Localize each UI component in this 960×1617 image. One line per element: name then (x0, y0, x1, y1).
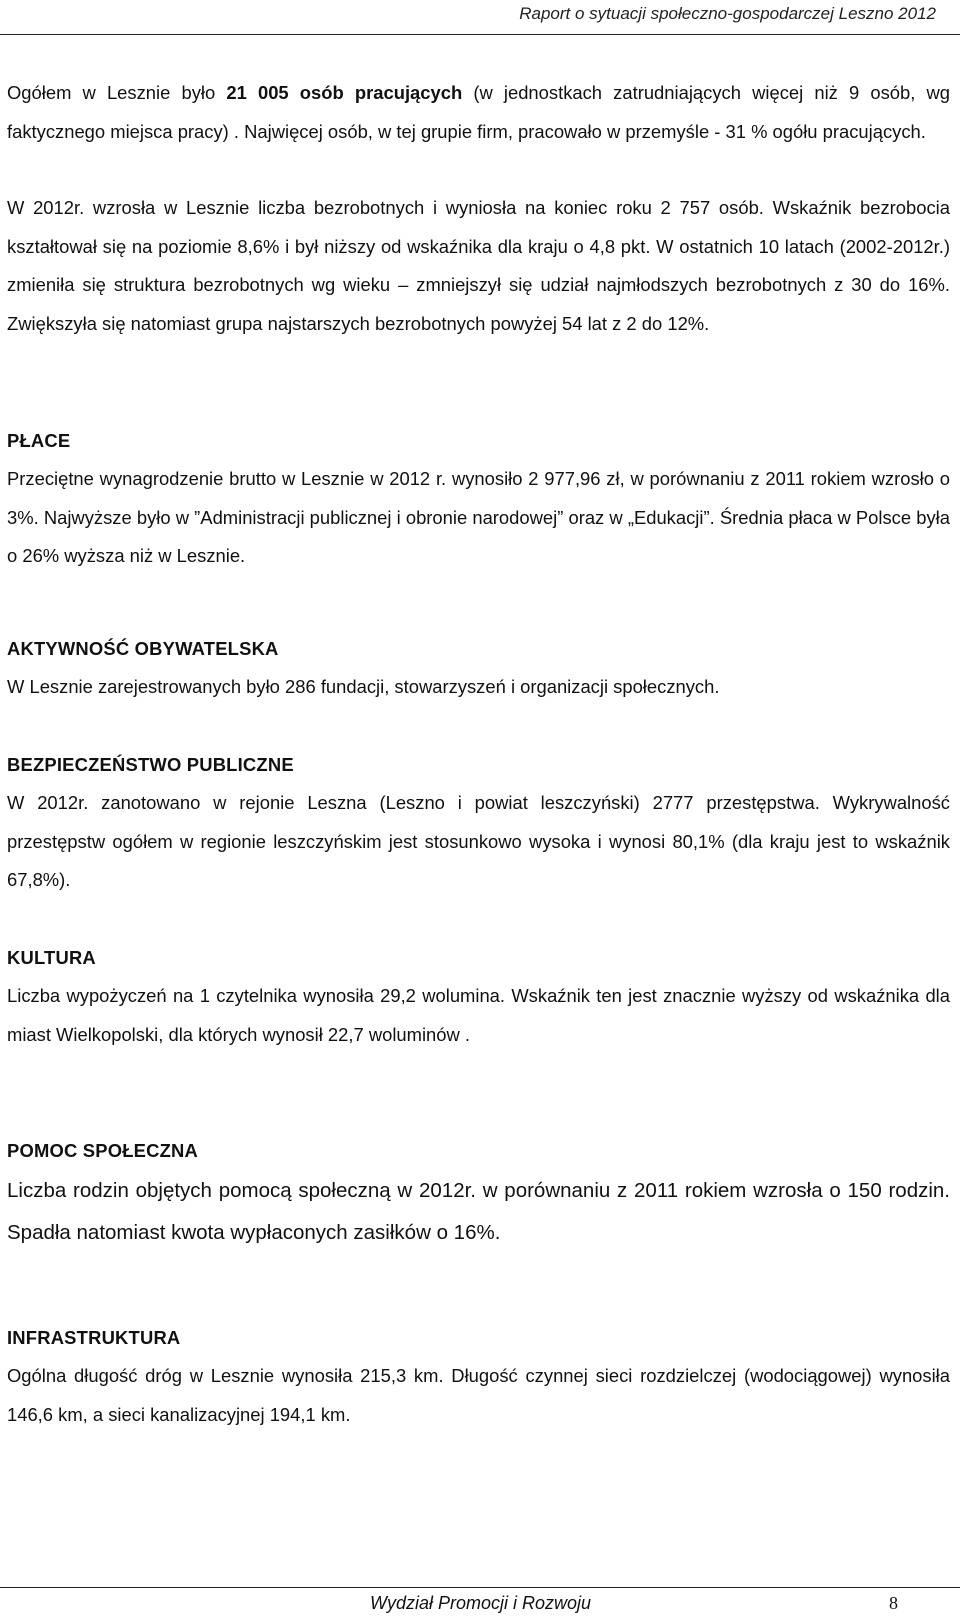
section-bezpieczenstwo (7, 746, 950, 900)
page-header (0, 0, 960, 35)
section-text-kultura: Liczba wypożyczeń na 1 czytelnika wynosiła 29,2 wolumina. Wskaźnik ten jest znacznie wyższy od wskaźnika dla miast Wielkopolski, dla których wynosił 22,7 woluminów . (7, 985, 950, 1045)
section-heading-infrastruktura: INFRASTRUKTURA (7, 1327, 181, 1348)
intro-employment (7, 74, 950, 151)
employment-paragraph (7, 74, 950, 151)
section-pomoc (7, 1132, 950, 1254)
intro-unemployment (7, 189, 950, 343)
section-text-infrastruktura: Ogólna długość dróg w Lesznie wynosiła 215,3 km. Długość czynnej sieci rozdzielczej (wodociągowej) wynosiła 146,6 km, a sieci kanalizacyjnej 194,1 km. (7, 1365, 950, 1425)
section-heading-place: PŁACE (7, 430, 71, 451)
page-footer (0, 1587, 960, 1617)
employment-text-rest: (w jednostkach zatrudniających więcej niż 9 osób, wg faktycznego miejsca pracy) . Najwięcej osób, w tej grupie firm, pracowało w przemyśle - 31 % ogółu pracujących. (7, 82, 950, 142)
section-aktywnosc (7, 630, 950, 707)
employment-text-start: Ogółem w Lesznie było (7, 82, 227, 103)
section-heading-kultura: KULTURA (7, 947, 96, 968)
section-kultura (7, 939, 950, 1054)
employment-count: 21 005 osób pracujących (226, 82, 463, 103)
footer-department: Wydział Promocji i Rozwoju (370, 1593, 592, 1613)
unemployment-paragraph: W 2012r. wzrosła w Lesznie liczba bezrobotnych i wyniosła na koniec roku 2 757 osób. Wskaźnik bezrobocia kształtował się na poziomie 8,6% i był niższy od wskaźnika dla kraju o 4,8 pkt. W ostatnich 10 latach (2002-2012r.) zmieniła się struktura bezrobotnych wg wieku – zmniejszył się udział najmłodszych bezrobotnych z 30 do 16%. Zwiększyła się natomiast grupa najstarszych bezrobotnych powyżej 54 lat z 2 do 12%. (7, 197, 950, 334)
section-text-bezpieczenstwo: W 2012r. zanotowano w rejonie Leszna (Leszno i powiat leszczyński) 2777 przestępstwa. Wykrywalność przestępstw ogółem w regionie leszczyńskim jest stosunkowo wysoka i wynosi 80,1% (dla kraju jest to wskaźnik 67,8%). (7, 792, 950, 890)
page-number: 8 (889, 1593, 898, 1613)
section-heading-pomoc: POMOC SPOŁECZNA (7, 1140, 199, 1161)
section-heading-aktywnosc: AKTYWNOŚĆ OBYWATELSKA (7, 638, 279, 659)
report-title: Raport o sytuacji społeczno-gospodarczej Leszno 2012 (519, 4, 936, 23)
section-text-place: Przeciętne wynagrodzenie brutto w Lesznie w 2012 r. wynosiło 2 977,96 zł, w porównaniu z 2011 rokiem wzrosło o 3%. Najwyższe było w ”Administracji publicznej i obronie narodowej” oraz w „Edukacji”. Średnia płaca w Polsce była o 26% wyższa niż w Lesznie. (7, 468, 950, 566)
section-infrastruktura (7, 1319, 950, 1434)
section-text-aktywnosc: W Lesznie zarejestrowanych było 286 fundacji, stowarzyszeń i organizacji społecznych. (7, 676, 720, 697)
section-text-pomoc: Liczba rodzin objętych pomocą społeczną w 2012r. w porównaniu z 2011 rokiem wzrosła o 150 rodzin. Spadła natomiast kwota wypłaconych zasiłków o 16%. (7, 1179, 950, 1244)
section-place (7, 422, 950, 576)
section-heading-bezpieczenstwo: BEZPIECZEŃSTWO PUBLICZNE (7, 754, 294, 775)
